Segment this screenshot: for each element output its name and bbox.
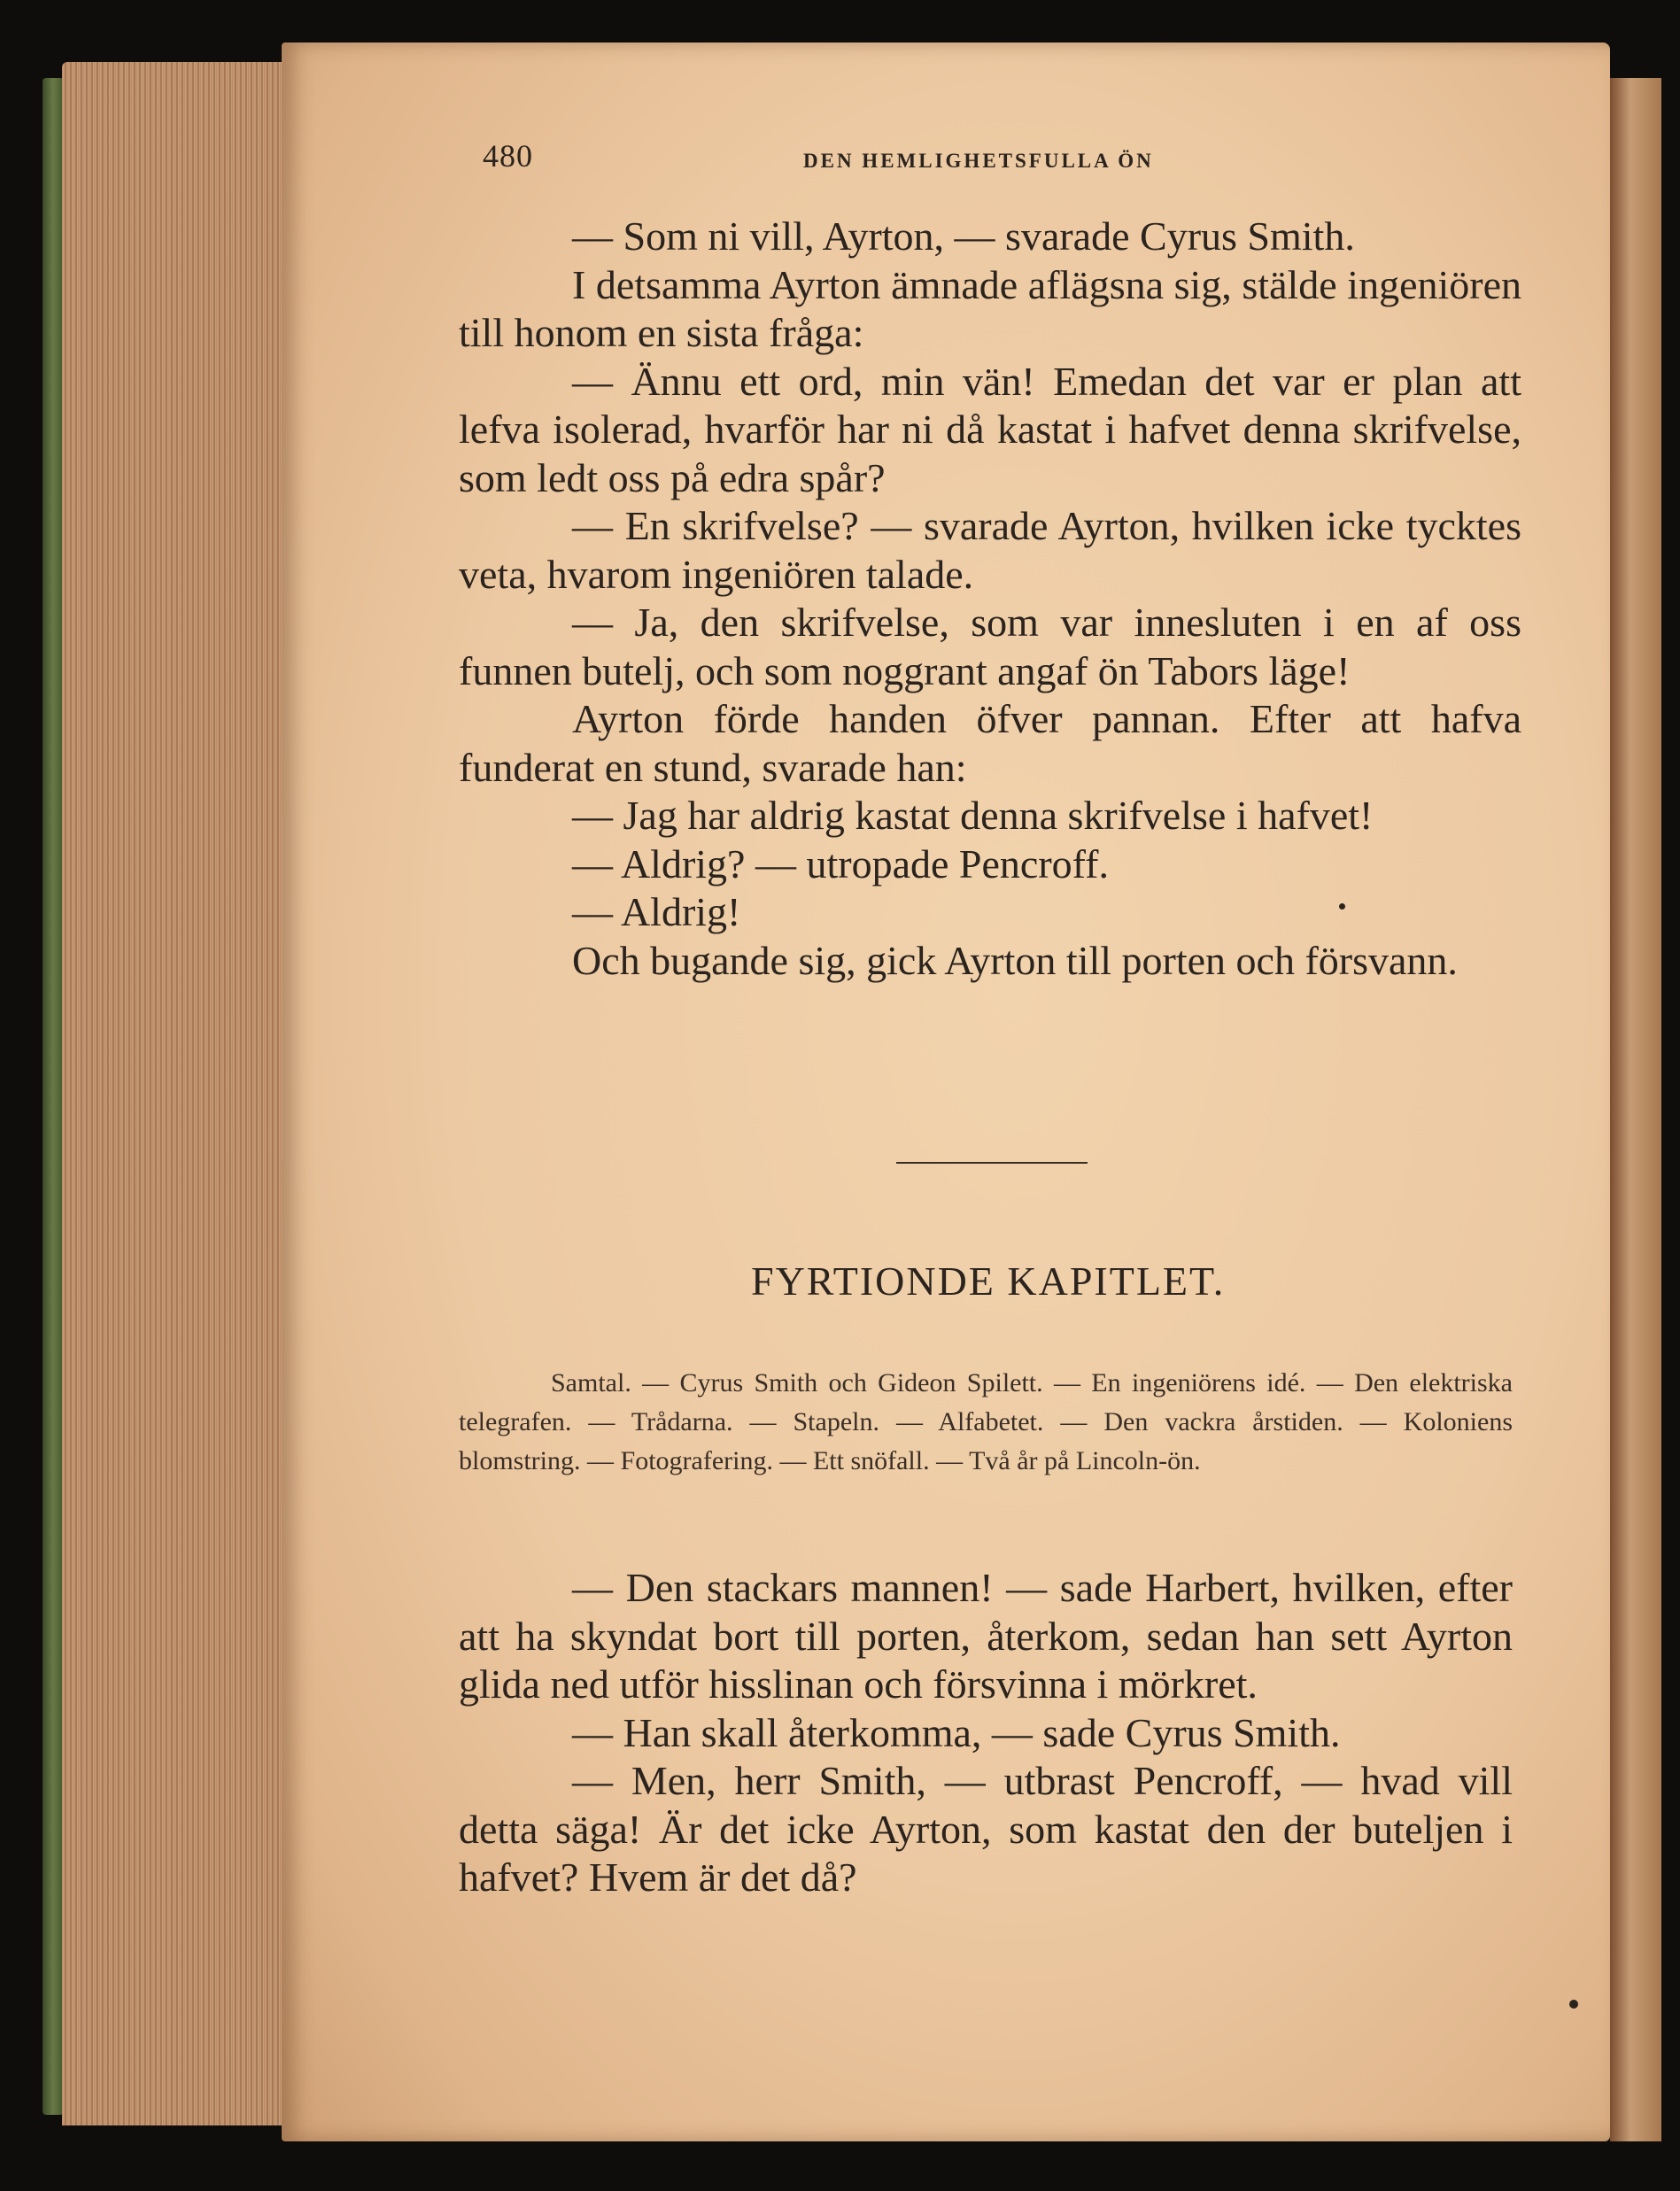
paragraph: — Ännu ett ord, min vän! Emedan det var er plan att lefva isolerad, hvarför har ni då kastat i hafvet denna skrifvelse, som ledt oss på edra spår? <box>459 358 1521 500</box>
ink-speck <box>1339 903 1345 910</box>
paragraph: — Som ni vill, Ayrton, — svarade Cyrus Smith. <box>572 213 1355 259</box>
paragraph: — Den stackars mannen! — sade Harbert, hvilken, efter att ha skyndat bort till porten, återkom, sedan han sett Ayrton glida ned utför hisslinan och försvinna i mörkret. <box>459 1565 1513 1707</box>
paragraph: — Han skall återkomma, — sade Cyrus Smith. <box>572 1709 1341 1755</box>
chapter-summary-text: Samtal. — Cyrus Smith och Gideon Spilett. — En ingeniörens idé. — Den elektriska telegrafen. — Trådarna. — Stapeln. — Alfabetet. — Den vackra årstiden. — Koloniens blomstring. — Fotografering. — Ett snöfall. — Två år på Lincoln-ön. <box>459 1368 1513 1475</box>
chapter-body <box>459 1564 1513 1902</box>
section-divider <box>896 1162 1088 1164</box>
paragraph: I detsamma Ayrton ämnade aflägsna sig, stälde ingeniören till honom en sista fråga: <box>459 261 1521 355</box>
running-title: DEN HEMLIGHETSFULLA ÖN <box>803 150 1154 172</box>
paragraph: — Aldrig! <box>572 889 741 934</box>
paragraph: — Men, herr Smith, — utbrast Pencroff, — hvad vill detta säga! Är det icke Ayrton, som kastat den der buteljen i hafvet? Hvem är det då? <box>459 1758 1513 1900</box>
book-binding <box>43 78 64 2115</box>
paragraph: — Ja, den skrifvelse, som var innesluten i en af oss funnen butelj, och som noggrant angaf ön Tabors läge! <box>459 600 1521 693</box>
paragraph: — Jag har aldrig kastat denna skrifvelse i hafvet! <box>572 793 1374 838</box>
body-text <box>459 213 1521 985</box>
page-number: 480 <box>483 138 533 174</box>
running-header <box>483 137 1501 182</box>
paragraph: Och bugande sig, gick Ayrton till porten och försvann. <box>572 937 1458 983</box>
paragraph: — Aldrig? — utropade Pencroff. <box>572 840 1109 886</box>
page-stack-edge <box>62 62 288 2125</box>
chapter-title: FYRTIONDE KAPITLET. <box>751 1258 1226 1304</box>
chapter-summary <box>459 1364 1513 1481</box>
ink-speck <box>1569 2000 1578 2009</box>
facing-page-edge <box>1610 78 1661 2141</box>
paragraph: Ayrton förde handen öfver pannan. Efter att hafva funderat en stund, svarade han: <box>459 696 1521 790</box>
paragraph: — En skrifvelse? — svarade Ayrton, hvilken icke tycktes veta, hvarom ingeniören talade. <box>459 503 1521 597</box>
